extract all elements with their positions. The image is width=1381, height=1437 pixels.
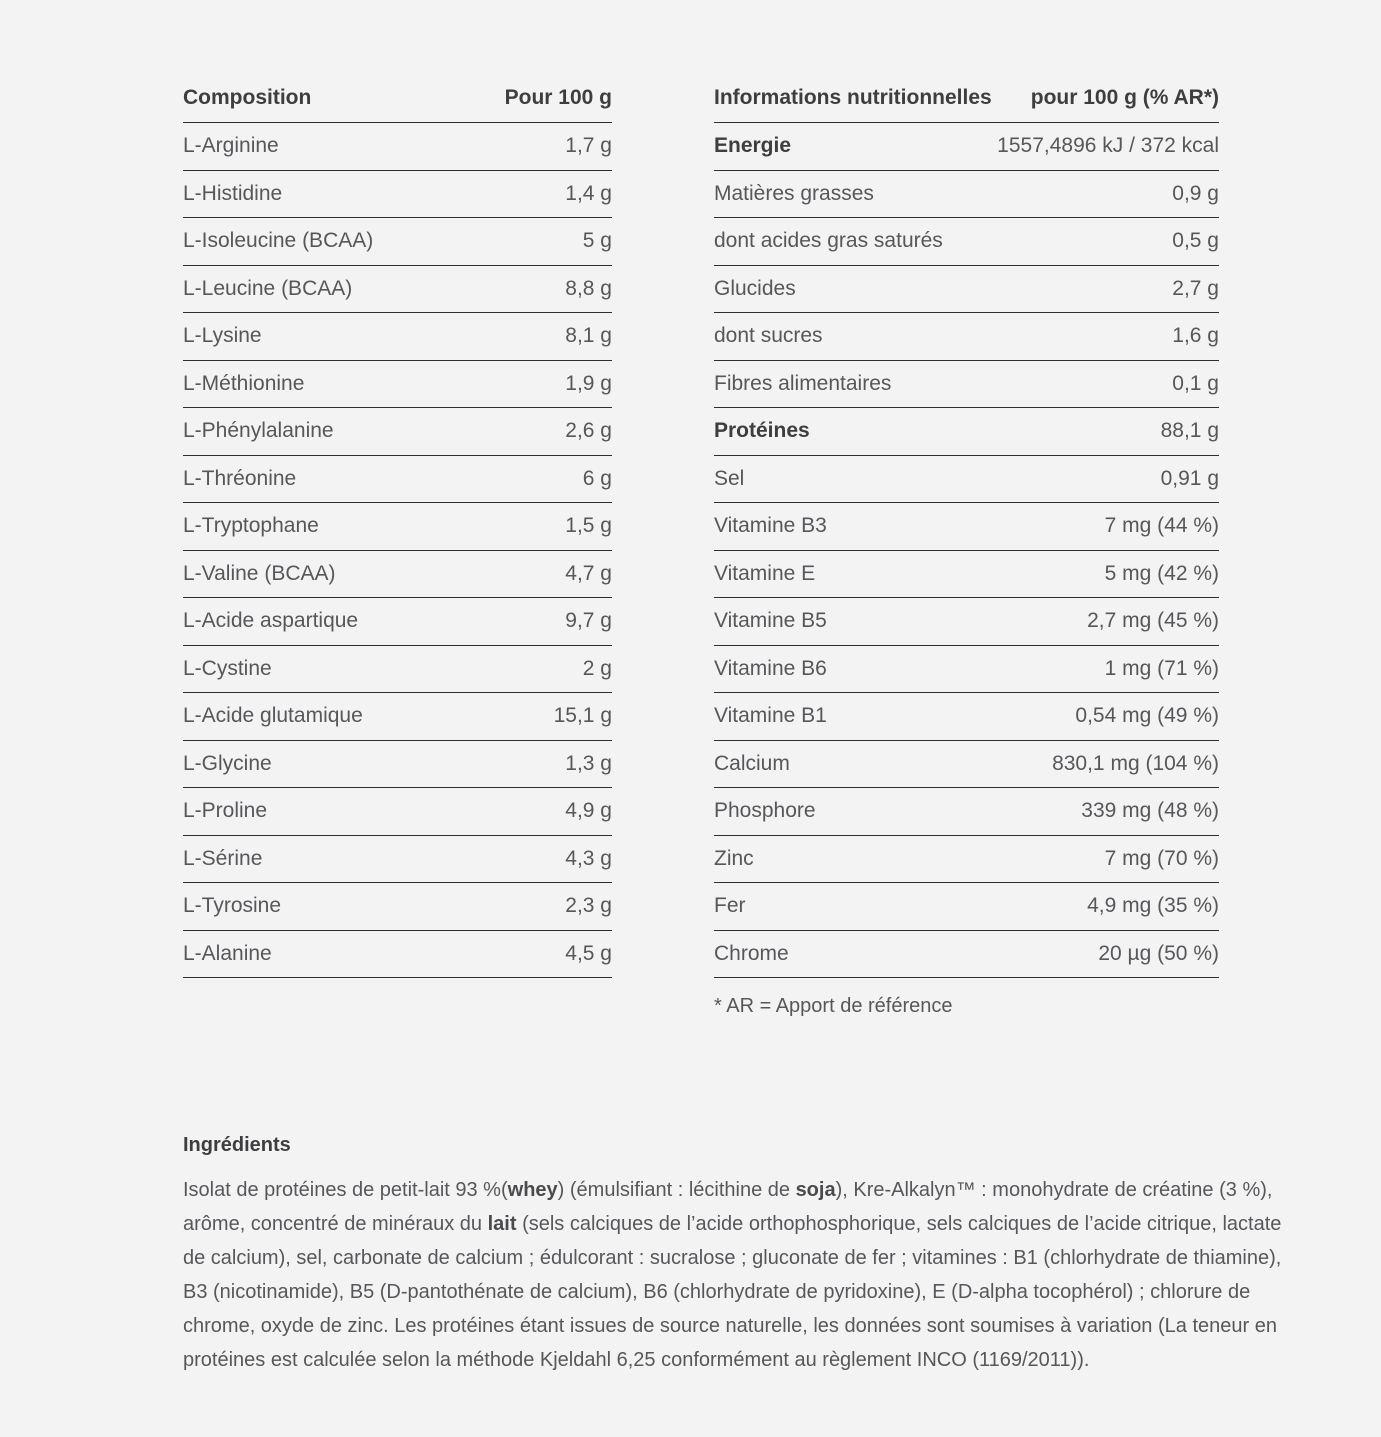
row-label: L-Cystine (183, 656, 272, 680)
row-value: 5 g (582, 229, 612, 253)
table-row (714, 646, 1219, 694)
row-label: Vitamine B1 (714, 704, 827, 728)
ingredients-section (183, 1134, 1303, 1377)
row-value: 4,9 g (565, 799, 612, 823)
row-value: 1,9 g (565, 371, 612, 395)
table-row (183, 646, 612, 694)
row-label: L-Méthionine (183, 371, 305, 395)
table-row (714, 503, 1219, 551)
row-label: Matières grasses (714, 181, 874, 205)
row-label: L-Lysine (183, 324, 262, 348)
row-value: 4,7 g (565, 561, 612, 585)
table-row (714, 551, 1219, 599)
row-label: L-Tyrosine (183, 894, 282, 918)
table-row (714, 171, 1219, 219)
table-row (183, 218, 612, 266)
row-label: L-Acide aspartique (183, 609, 359, 633)
row-label: Vitamine E (714, 561, 816, 585)
row-value: 1557,4896 kJ / 372 kcal (997, 134, 1219, 158)
row-label: Phosphore (714, 799, 816, 823)
row-label: Calcium (714, 751, 790, 775)
nutrition-title: Informations nutritionnelles (714, 86, 992, 109)
ingredient-highlight: soja (795, 1179, 836, 1201)
row-value: 1,6 g (1172, 324, 1219, 348)
row-label: Fibres alimentaires (714, 371, 892, 395)
table-row (183, 456, 612, 504)
table-row (183, 503, 612, 551)
table-row (183, 741, 612, 789)
row-label: Vitamine B5 (714, 609, 827, 633)
row-label: L-Glycine (183, 751, 272, 775)
row-value: 4,3 g (565, 846, 612, 870)
table-row (183, 361, 612, 409)
row-label: dont sucres (714, 324, 823, 348)
table-row (183, 551, 612, 599)
table-row (714, 883, 1219, 931)
composition-title: Composition (183, 86, 312, 109)
row-value: 0,1 g (1172, 371, 1219, 395)
table-row (183, 598, 612, 646)
table-row (183, 931, 612, 979)
table-row (714, 598, 1219, 646)
table-row (714, 836, 1219, 884)
ingredient-text-segment: ) (émulsifiant : lécithine de (557, 1179, 796, 1201)
row-label: L-Proline (183, 799, 268, 823)
table-row (714, 788, 1219, 836)
row-value: 0,5 g (1172, 229, 1219, 253)
nutrition-table-header (714, 86, 1219, 123)
row-label: Glucides (714, 276, 796, 300)
row-label: L-Phénylalanine (183, 419, 334, 443)
row-label: L-Sérine (183, 846, 263, 870)
table-row (183, 836, 612, 884)
table-row (183, 788, 612, 836)
ingredients-text (183, 1173, 1303, 1377)
nutrition-tables-section (183, 86, 1381, 1018)
row-label: Vitamine B3 (714, 514, 827, 538)
row-value: 2 g (582, 656, 612, 680)
reference-intake-footnote: * AR = Apport de référence (714, 995, 953, 1017)
row-value: 8,1 g (565, 324, 612, 348)
row-label: Zinc (714, 846, 754, 870)
table-row (183, 266, 612, 314)
composition-table-header (183, 86, 612, 123)
row-label: L-Tryptophane (183, 514, 319, 538)
row-label: Fer (714, 894, 746, 918)
ingredient-text-segment: (sels calciques de l’acide orthophosphorique, sels calciques de l’acide citrique, lactate de calcium), sel, carbonate de calcium ; édulcorant : sucralose ; gluconate de fer ; vitamines : B1 (chlorhydrate de thiamine), B3 (nicotinamide), B5 (D-pantothénate de calcium), B6 (chlorhydrate de pyridoxine), E (D-alpha tocophérol) ; chlorure de chrome, oxyde de zinc. Les protéines étant issues de source naturelle, les données sont soumises à variation (La teneur en protéines est calculée selon la méthode Kjeldahl 6,25 conformément au règlement INCO (1169/2011)). (183, 1213, 1282, 1371)
row-label: Protéines (714, 419, 810, 443)
table-row (714, 741, 1219, 789)
row-label: Energie (714, 134, 792, 158)
ingredient-text-segment: Isolat de protéines de petit-lait 93 %( (183, 1179, 508, 1201)
row-value: 88,1 g (1160, 419, 1219, 443)
row-value: 7 mg (70 %) (1104, 846, 1219, 870)
row-value: 8,8 g (565, 276, 612, 300)
row-value: 6 g (582, 466, 612, 490)
row-value: 2,3 g (565, 894, 612, 918)
ingredients-title: Ingrédients (183, 1134, 291, 1156)
row-label: Sel (714, 466, 745, 490)
row-label: Vitamine B6 (714, 656, 827, 680)
nutrition-unit-header: pour 100 g (% AR*) (1030, 86, 1219, 109)
ingredient-highlight: whey (507, 1179, 558, 1201)
row-value: 1,4 g (565, 181, 612, 205)
row-label: L-Thréonine (183, 466, 297, 490)
row-value: 339 mg (48 %) (1081, 799, 1219, 823)
row-value: 4,9 mg (35 %) (1087, 894, 1219, 918)
composition-unit-header: Pour 100 g (504, 86, 612, 109)
table-row (714, 456, 1219, 504)
row-label: L-Histidine (183, 181, 283, 205)
row-value: 1,7 g (565, 134, 612, 158)
row-label: L-Alanine (183, 941, 272, 965)
table-row (714, 693, 1219, 741)
row-value: 1,5 g (565, 514, 612, 538)
row-value: 1 mg (71 %) (1104, 656, 1219, 680)
table-row (183, 123, 612, 171)
table-row (183, 883, 612, 931)
table-row (714, 931, 1219, 979)
row-value: 20 µg (50 %) (1098, 941, 1219, 965)
row-label: L-Valine (BCAA) (183, 561, 336, 585)
row-value: 1,3 g (565, 751, 612, 775)
row-value: 9,7 g (565, 609, 612, 633)
row-value: 2,7 g (1172, 276, 1219, 300)
ingredient-highlight: lait (487, 1213, 517, 1235)
row-label: Chrome (714, 941, 789, 965)
row-value: 830,1 mg (104 %) (1052, 751, 1219, 775)
row-label: L-Isoleucine (BCAA) (183, 229, 374, 253)
composition-table-body (183, 123, 612, 978)
table-row (183, 408, 612, 456)
table-row (714, 218, 1219, 266)
table-row (714, 123, 1219, 171)
row-label: dont acides gras saturés (714, 229, 943, 253)
row-value: 4,5 g (565, 941, 612, 965)
table-row (183, 313, 612, 361)
table-row (714, 313, 1219, 361)
row-value: 0,54 mg (49 %) (1075, 704, 1219, 728)
table-row (183, 693, 612, 741)
table-row (183, 171, 612, 219)
table-row (714, 266, 1219, 314)
nutrition-facts-table (714, 86, 1219, 1018)
row-label: L-Arginine (183, 134, 279, 158)
row-value: 2,6 g (565, 419, 612, 443)
composition-table (183, 86, 612, 978)
row-value: 2,7 mg (45 %) (1087, 609, 1219, 633)
table-row (714, 361, 1219, 409)
row-value: 5 mg (42 %) (1104, 561, 1219, 585)
row-value: 15,1 g (553, 704, 612, 728)
row-value: 7 mg (44 %) (1104, 514, 1219, 538)
nutrition-table-body (714, 123, 1219, 978)
row-value: 0,9 g (1172, 181, 1219, 205)
row-value: 0,91 g (1160, 466, 1219, 490)
row-label: L-Acide glutamique (183, 704, 363, 728)
ingredient-text-segment: ), Kre-Alkalyn™ : monohydrate de créatine (3 %), arôme, concentré de minéraux du (183, 1179, 1273, 1235)
row-label: L-Leucine (BCAA) (183, 276, 353, 300)
table-row (714, 408, 1219, 456)
